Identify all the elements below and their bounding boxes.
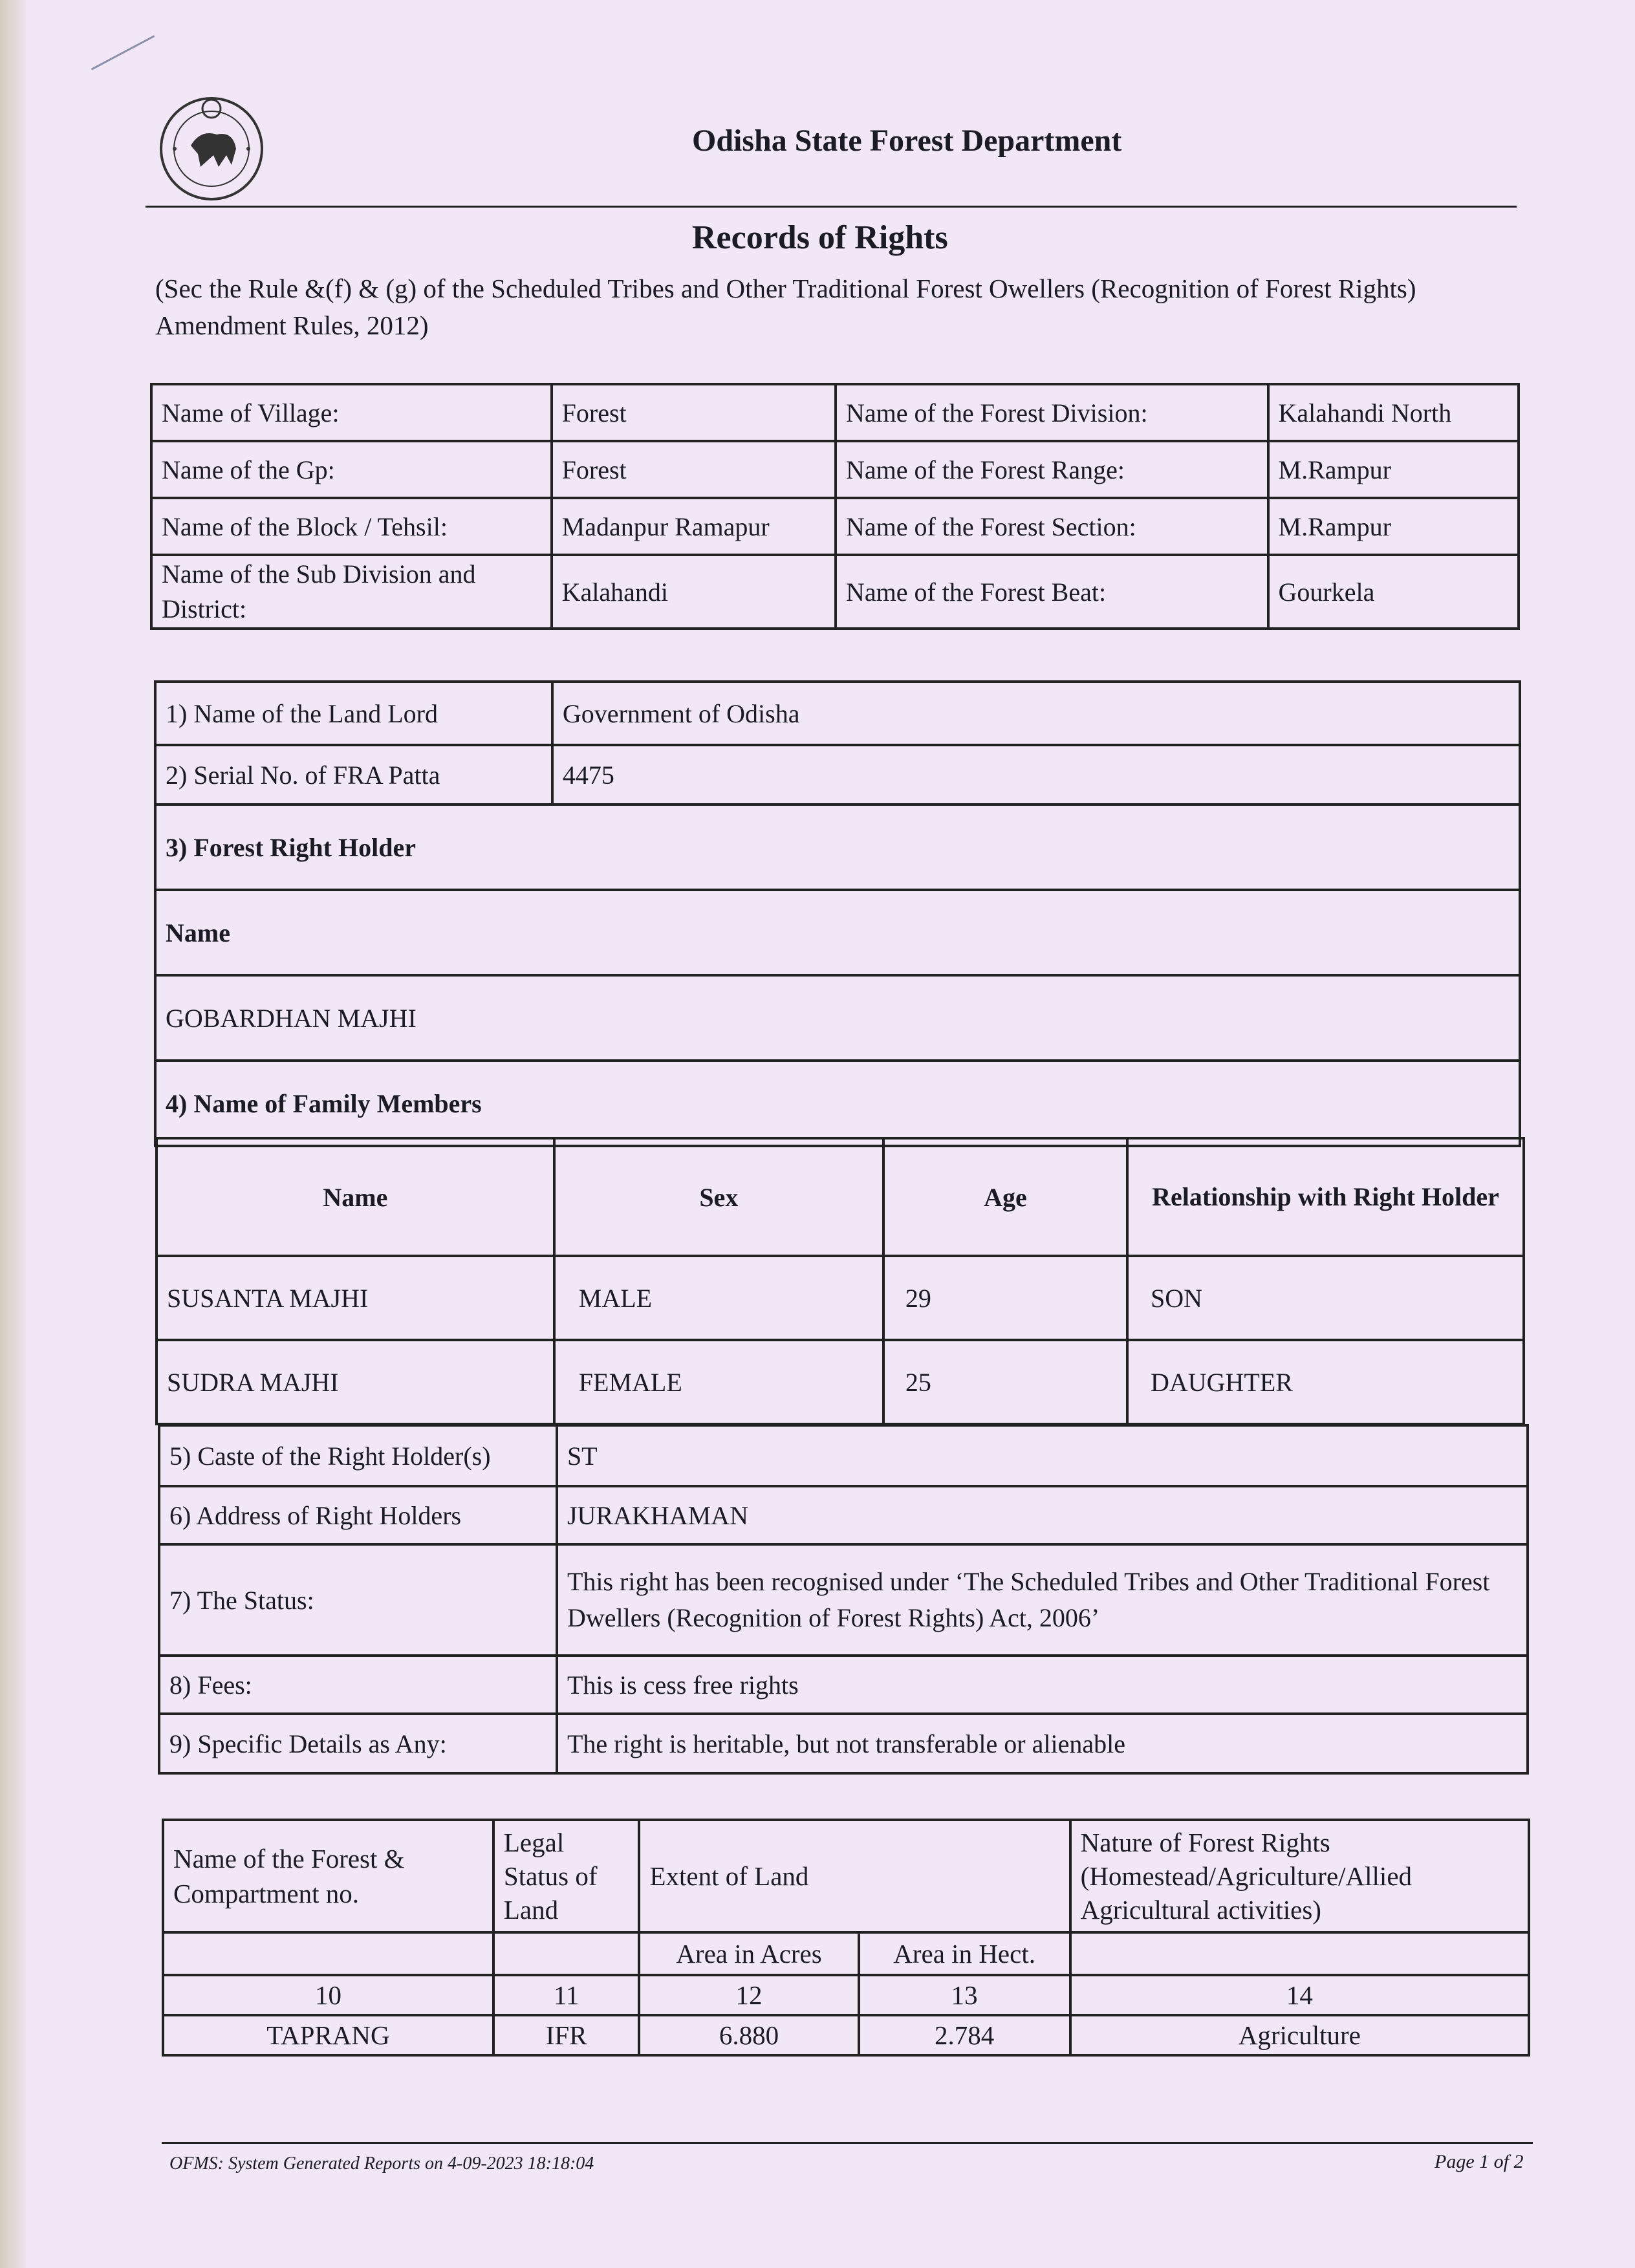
blank-cell (163, 1932, 493, 1975)
column-number: 11 (493, 1975, 640, 2015)
blank-cell (1070, 1932, 1529, 1975)
family-heading: 4) Name of Family Members (155, 1061, 1520, 1146)
member-age: 25 (883, 1340, 1127, 1424)
generated-timestamp: OFMS: System Generated Reports on 4-09-2023 18:18:04 (169, 2154, 594, 2174)
block-label: Name of the Block / Tehsil: (151, 498, 552, 555)
column-number: 12 (639, 1975, 858, 2015)
state-emblem-icon (155, 84, 268, 207)
column-number: 10 (163, 1975, 493, 2015)
table-row (151, 555, 1519, 629)
land-table (162, 1819, 1530, 2057)
col-age: Age (883, 1138, 1127, 1256)
specific-details-label: 9) Specific Details as Any: (159, 1714, 557, 1773)
table-row (159, 1486, 1528, 1544)
gp-value: Forest (552, 441, 836, 498)
section-value: M.Rampur (1268, 498, 1519, 555)
fees-value: This is cess free rights (557, 1656, 1528, 1714)
address-label: 6) Address of Right Holders (159, 1486, 557, 1544)
subdivision-label: Name of the Sub Division and District: (151, 555, 552, 629)
table-row (155, 745, 1520, 805)
range-value: M.Rampur (1268, 441, 1519, 498)
table-row (159, 1425, 1528, 1486)
fees-label: 8) Fees: (159, 1656, 557, 1714)
col-relationship: Relationship with Right Holder (1127, 1138, 1524, 1256)
header-rule (146, 206, 1517, 208)
table-subheader-row (163, 1932, 1529, 1975)
beat-label: Name of the Forest Beat: (836, 555, 1268, 629)
location-table (150, 383, 1520, 630)
beat-value: Gourkela (1268, 555, 1519, 629)
table-row (157, 1256, 1524, 1340)
table-row (155, 1061, 1520, 1146)
pen-mark (91, 35, 155, 70)
table-row (151, 384, 1519, 441)
area-hectares: 2.784 (859, 2015, 1070, 2055)
table-row (159, 1714, 1528, 1773)
extent-header: Extent of Land (639, 1820, 1070, 1932)
acres-header: Area in Acres (639, 1932, 858, 1975)
member-relationship: SON (1127, 1256, 1524, 1340)
hectares-header: Area in Hect. (859, 1932, 1070, 1975)
table-row (155, 975, 1520, 1061)
details-table (158, 1424, 1529, 1775)
address-value: JURAKHAMAN (557, 1486, 1528, 1544)
division-label: Name of the Forest Division: (836, 384, 1268, 441)
table-row (159, 1544, 1528, 1656)
nature-of-rights: Agriculture (1070, 2015, 1529, 2055)
member-sex: MALE (554, 1256, 883, 1340)
table-header-row (163, 1820, 1529, 1932)
member-name: SUDRA MAJHI (157, 1340, 554, 1424)
page-number: Page 1 of 2 (1435, 2151, 1524, 2172)
specific-details-value: The right is heritable, but not transferable or alienable (557, 1714, 1528, 1773)
col-sex: Sex (554, 1138, 883, 1256)
blank-cell (493, 1932, 640, 1975)
holder-name: GOBARDHAN MAJHI (155, 975, 1520, 1061)
table-row (151, 441, 1519, 498)
status-value: This right has been recognised under ‘The Scheduled Tribes and Other Traditional Forest Dwellers (Recognition of Forest Rights) Act, 2006’ (557, 1544, 1528, 1656)
member-name: SUSANTA MAJHI (157, 1256, 554, 1340)
table-row (163, 2015, 1529, 2055)
table-row (159, 1656, 1528, 1714)
forest-name: TAPRANG (163, 2015, 493, 2055)
gp-label: Name of the Gp: (151, 441, 552, 498)
table-row (155, 805, 1520, 890)
caste-value: ST (557, 1425, 1528, 1486)
department-title: Odisha State Forest Department (692, 124, 1122, 158)
legal-status: IFR (493, 2015, 640, 2055)
table-header-row (157, 1138, 1524, 1256)
division-value: Kalahandi North (1268, 384, 1519, 441)
table-row (155, 682, 1520, 745)
member-age: 29 (883, 1256, 1127, 1340)
family-table (155, 1137, 1525, 1425)
member-relationship: DAUGHTER (1127, 1340, 1524, 1424)
status-label: 7) The Status: (159, 1544, 557, 1656)
holder-table (154, 680, 1521, 1147)
serial-value: 4475 (552, 745, 1520, 805)
land-lord-label: 1) Name of the Land Lord (155, 682, 552, 745)
village-value: Forest (552, 384, 836, 441)
paper-edge (0, 0, 26, 2268)
member-sex: FEMALE (554, 1340, 883, 1424)
page-title: Records of Rights (692, 219, 948, 256)
column-number: 13 (859, 1975, 1070, 2015)
caste-label: 5) Caste of the Right Holder(s) (159, 1425, 557, 1486)
village-label: Name of Village: (151, 384, 552, 441)
table-row (157, 1340, 1524, 1424)
area-acres: 6.880 (639, 2015, 858, 2055)
table-row (151, 498, 1519, 555)
column-number: 14 (1070, 1975, 1529, 2015)
rule-reference: (Sec the Rule &(f) & (g) of the Scheduled Tribes and Other Traditional Forest Owellers (Recognition of Forest Rights) Amendment Rules, 2012) (155, 274, 1416, 340)
column-number-row (163, 1975, 1529, 2015)
table-row (155, 890, 1520, 975)
holder-heading: 3) Forest Right Holder (155, 805, 1520, 890)
col-name: Name (157, 1138, 554, 1256)
footer-rule (162, 2142, 1533, 2144)
section-label: Name of the Forest Section: (836, 498, 1268, 555)
block-value: Madanpur Ramapur (552, 498, 836, 555)
land-lord-value: Government of Odisha (552, 682, 1520, 745)
serial-label: 2) Serial No. of FRA Patta (155, 745, 552, 805)
forest-compartment-header: Name of the Forest & Compartment no. (163, 1820, 493, 1932)
nature-header: Nature of Forest Rights (Homestead/Agriculture/Allied Agricultural activities) (1070, 1820, 1529, 1932)
holder-name-heading: Name (155, 890, 1520, 975)
subdivision-value: Kalahandi (552, 555, 836, 629)
legal-status-header: Legal Status of Land (493, 1820, 640, 1932)
range-label: Name of the Forest Range: (836, 441, 1268, 498)
